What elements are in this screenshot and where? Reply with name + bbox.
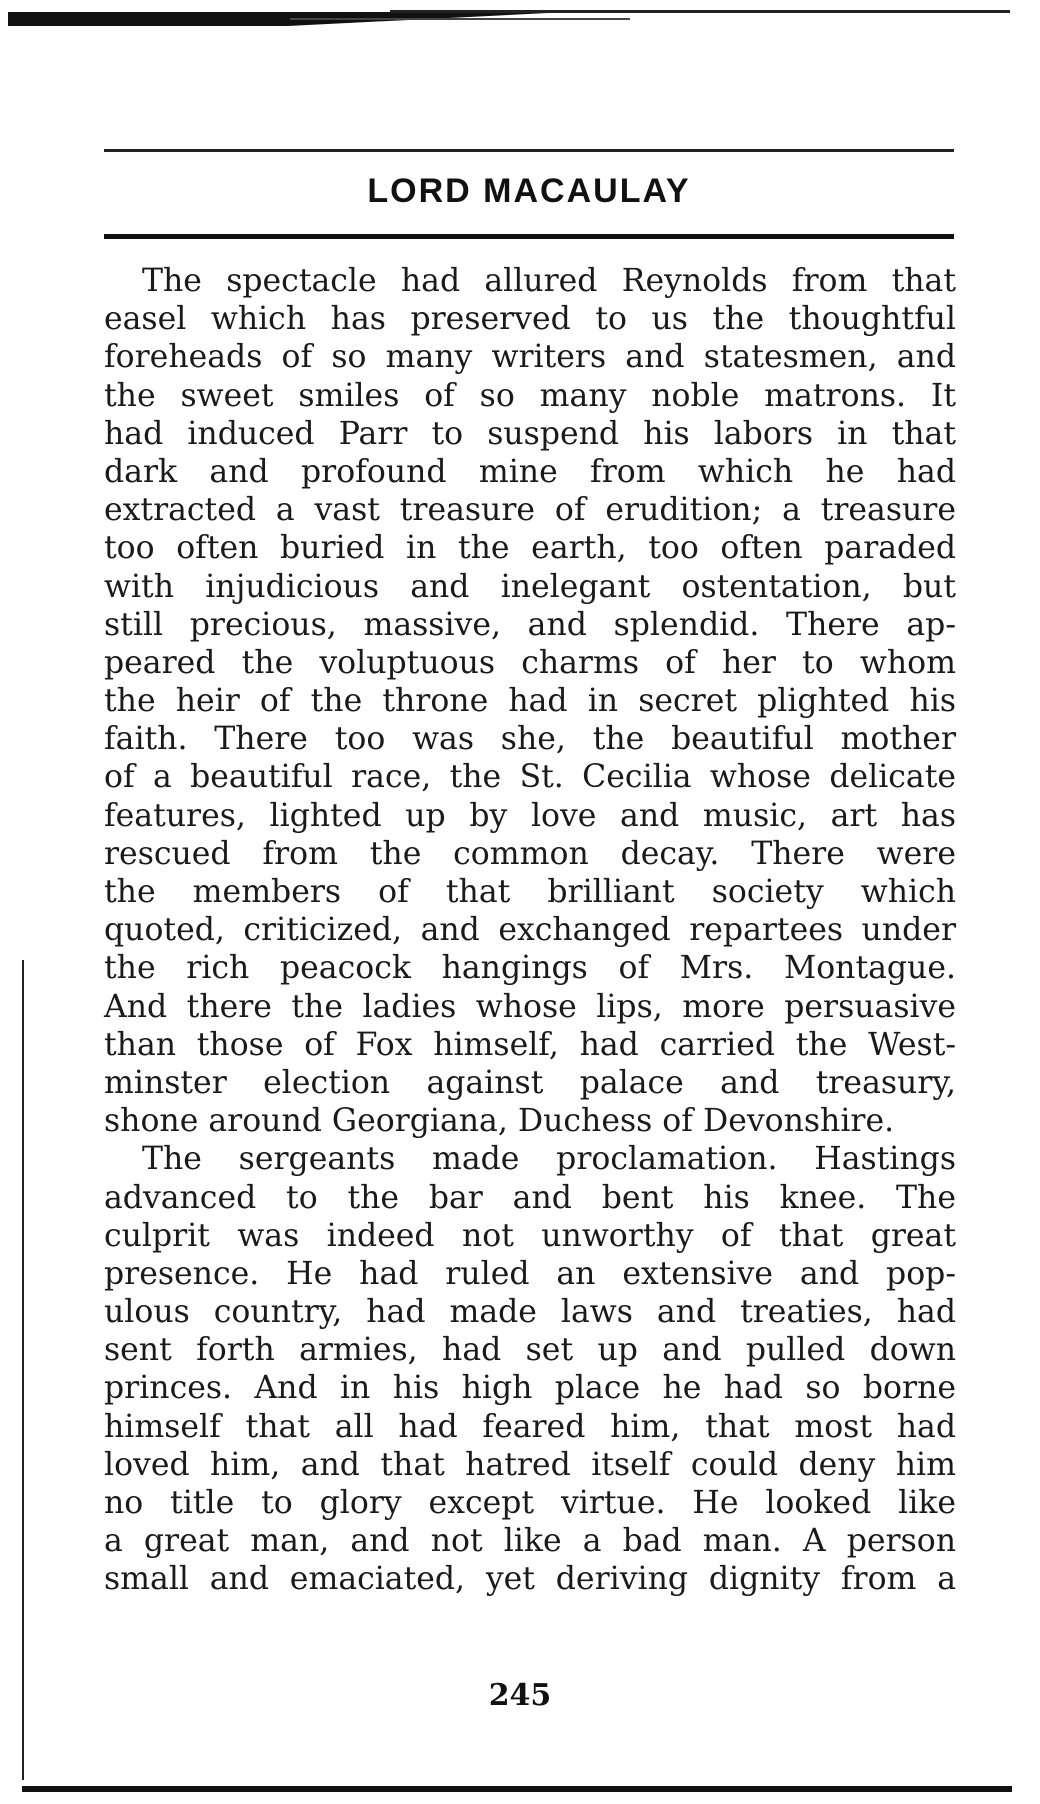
- text-line: quoted, criticized, and exchanged repartees under: [104, 912, 956, 949]
- text-line: The spectacle had allured Reynolds from that: [142, 263, 956, 299]
- body-text: [104, 262, 956, 1599]
- scan-edge-line: [290, 18, 630, 20]
- scan-edge-line: [390, 10, 1010, 13]
- page-number: 245: [488, 1678, 552, 1713]
- text-line: advanced to the bar and bent his knee. The: [104, 1179, 956, 1216]
- text-line: princes. And in his high place he had so borne: [104, 1370, 956, 1407]
- text-line: loved him, and that hatred itself could deny him: [104, 1446, 956, 1483]
- running-header: LORD MACAULAY: [367, 172, 691, 210]
- text-line: the heir of the throne had in secret plighted his: [104, 683, 956, 720]
- text-line: peared the voluptuous charms of her to whom: [104, 644, 956, 681]
- text-line: extracted a vast treasure of erudition; a treasure: [104, 492, 956, 529]
- header-rule-top: [104, 149, 954, 152]
- text-line: faith. There too was she, the beautiful mother: [104, 721, 956, 758]
- text-line: ulous country, had made laws and treaties, had: [104, 1294, 956, 1331]
- text-line: features, lighted up by love and music, art has: [104, 797, 956, 834]
- scan-edge-line: [22, 960, 24, 1780]
- text-line: small and emaciated, yet deriving dignity from a: [104, 1561, 956, 1598]
- text-line: the members of that brilliant society which: [104, 874, 956, 910]
- text-line: easel which has preserved to us the thoughtful: [104, 301, 956, 338]
- text-line: shone around Georgiana, Duchess of Devonshire.: [104, 1103, 895, 1140]
- text-line: minster election against palace and treasury,: [104, 1064, 956, 1101]
- header-rule-bottom: [104, 234, 954, 239]
- text-line: himself that all had feared him, that most had: [104, 1408, 956, 1445]
- text-line: of a beautiful race, the St. Cecilia whose delicate: [104, 759, 956, 796]
- text-line: the sweet smiles of so many noble matrons. It: [104, 377, 956, 414]
- text-line: presence. He had ruled an extensive and pop-: [104, 1255, 956, 1292]
- text-line: than those of Fox himself, had carried the West-: [104, 1026, 956, 1063]
- text-line: rescued from the common decay. There were: [104, 835, 956, 872]
- text-line: culprit was indeed not unworthy of that great: [104, 1217, 956, 1254]
- text-line: foreheads of so many writers and statesmen, and: [104, 339, 956, 376]
- text-line: dark and profound mine from which he had: [104, 453, 956, 490]
- text-line: no title to glory except virtue. He looked like: [104, 1485, 956, 1521]
- text-line: sent forth armies, had set up and pulled down: [104, 1332, 956, 1369]
- text-line: with injudicious and inelegant ostentation, but: [104, 568, 956, 605]
- text-line: a great man, and not like a bad man. A person: [104, 1523, 956, 1560]
- text-line: too often buried in the earth, too often paraded: [104, 530, 956, 567]
- text-line: the rich peacock hangings of Mrs. Montague.: [104, 950, 956, 987]
- text-line: The sergeants made proclamation. Hastings: [142, 1141, 956, 1178]
- text-line: had induced Parr to suspend his labors in that: [104, 415, 956, 452]
- text-line: And there the ladies whose lips, more persuasive: [104, 988, 956, 1025]
- text-line: still precious, massive, and splendid. There ap-: [104, 606, 956, 643]
- scan-edge-line: [22, 1786, 1012, 1792]
